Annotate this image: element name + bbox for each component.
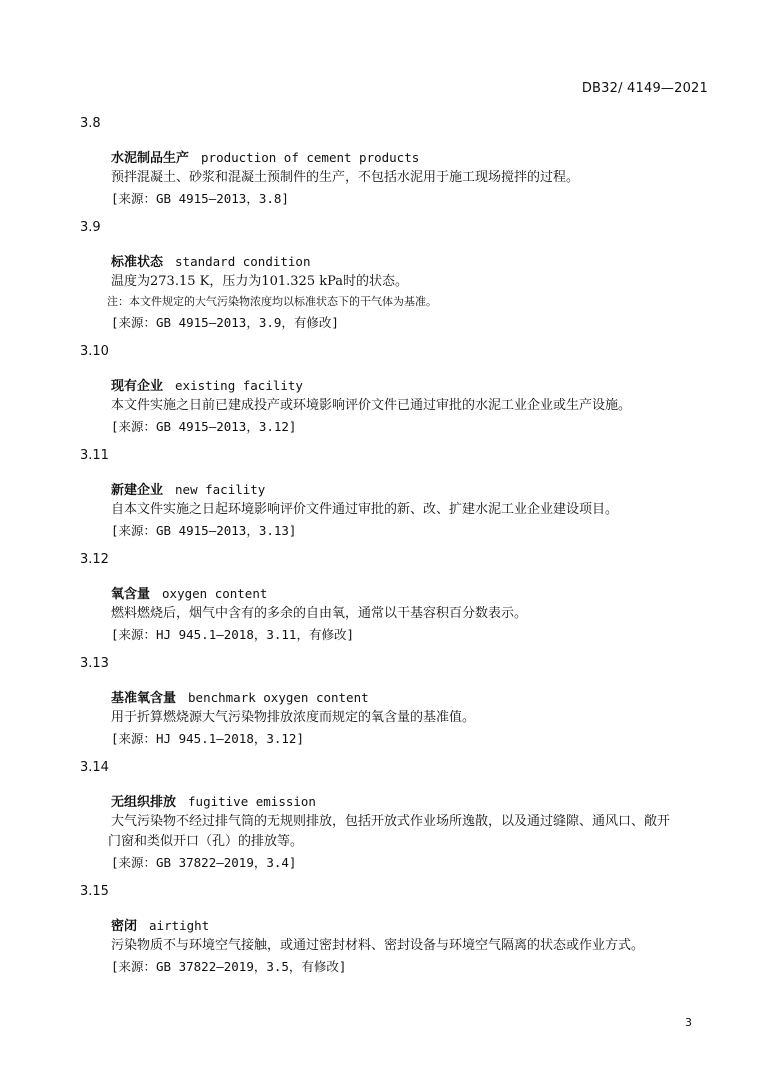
- term-english: new facility: [175, 482, 266, 497]
- term-definition: 用于折算燃烧源大气污染物排放浓度而规定的氧含量的基准值。: [111, 710, 476, 725]
- term-english: standard condition: [175, 254, 311, 269]
- term-heading: [111, 480, 711, 500]
- term-definition: 燃料燃烧后，烟气中含有的多余的自由氧，通常以干基容积百分数表示。: [111, 606, 528, 621]
- document-id: DB32/ 4149—2021: [581, 81, 708, 96]
- term-source: [来源：GB 4915—2013，3.12]: [111, 419, 297, 434]
- clause-number: 3.11: [80, 448, 109, 463]
- term-entry: [80, 552, 710, 656]
- term-source: [来源：GB 4915—2013，3.9，有修改]: [111, 315, 339, 330]
- term-english: existing facility: [175, 378, 303, 393]
- clause-number: 3.9: [80, 220, 101, 235]
- term-entry: [80, 884, 710, 988]
- term-definition: 预拌混凝土、砂浆和混凝土预制件的生产，不包括水泥用于施工现场搅拌的过程。: [111, 170, 580, 185]
- term-entry: [80, 448, 710, 552]
- term-chinese: 氧含量: [111, 587, 151, 602]
- term-english: production of cement products: [201, 150, 420, 165]
- term-chinese: 密闭: [111, 919, 138, 934]
- term-english: benchmark oxygen content: [188, 690, 369, 705]
- term-chinese: 无组织排放: [111, 795, 177, 810]
- page-number: 3: [685, 1016, 692, 1029]
- term-entry: [80, 116, 710, 220]
- term-heading: [111, 916, 711, 936]
- term-heading: [111, 688, 711, 708]
- term-english: oxygen content: [162, 586, 268, 601]
- term-definition: 温度为273.15 K，压力为101.325 kPa时的状态。: [111, 274, 409, 289]
- term-heading: [111, 792, 711, 812]
- term-source: [来源：GB 4915—2013，3.13]: [111, 523, 297, 538]
- term-heading: [111, 584, 711, 604]
- terms-section: [80, 116, 710, 988]
- term-heading: [111, 252, 711, 272]
- clause-number: 3.12: [80, 552, 109, 567]
- term-definition: 大气污染物不经过排气筒的无规则排放，包括开放式作业场所逸散，以及通过缝隙、通风口、敞开: [111, 814, 671, 829]
- clause-number: 3.8: [80, 116, 101, 131]
- term-source: [来源：GB 37822—2019，3.5，有修改]: [111, 959, 347, 974]
- clause-number: 3.13: [80, 656, 109, 671]
- clause-number: 3.10: [80, 344, 109, 359]
- term-chinese: 基准氧含量: [111, 691, 177, 706]
- term-note: 注：本文件规定的大气污染物浓度均以标准状态下的干气体为基准。: [107, 295, 437, 308]
- term-english: fugitive emission: [188, 794, 316, 809]
- term-source: [来源：HJ 945.1—2018，3.11，有修改]: [111, 627, 354, 642]
- term-source: [来源：GB 4915—2013，3.8]: [111, 191, 289, 206]
- term-definition: 自本文件实施之日起环境影响评价文件通过审批的新、改、扩建水泥工业企业建设项目。: [111, 502, 619, 517]
- term-definition-continued: 门窗和类似开口（孔）的排放等。: [108, 834, 304, 849]
- term-english: airtight: [149, 918, 210, 933]
- term-definition: 本文件实施之日前已建成投产或环境影响评价文件已通过审批的水泥工业企业或生产设施。: [111, 398, 632, 413]
- term-definition: 污染物质不与环境空气接触，或通过密封材料、密封设备与环境空气隔离的状态或作业方式。: [111, 938, 645, 953]
- term-entry: [80, 344, 710, 448]
- term-source: [来源：HJ 945.1—2018，3.12]: [111, 731, 304, 746]
- term-entry: [80, 760, 710, 884]
- clause-number: 3.14: [80, 760, 109, 775]
- term-heading: [111, 376, 711, 396]
- clause-number: 3.15: [80, 884, 109, 899]
- term-entry: [80, 656, 710, 760]
- term-chinese: 标准状态: [111, 255, 164, 270]
- term-heading: [111, 148, 711, 168]
- term-source: [来源：GB 37822—2019，3.4]: [111, 855, 297, 870]
- term-chinese: 现有企业: [111, 379, 164, 394]
- term-chinese: 水泥制品生产: [111, 151, 190, 166]
- term-entry: [80, 220, 710, 344]
- term-chinese: 新建企业: [111, 483, 164, 498]
